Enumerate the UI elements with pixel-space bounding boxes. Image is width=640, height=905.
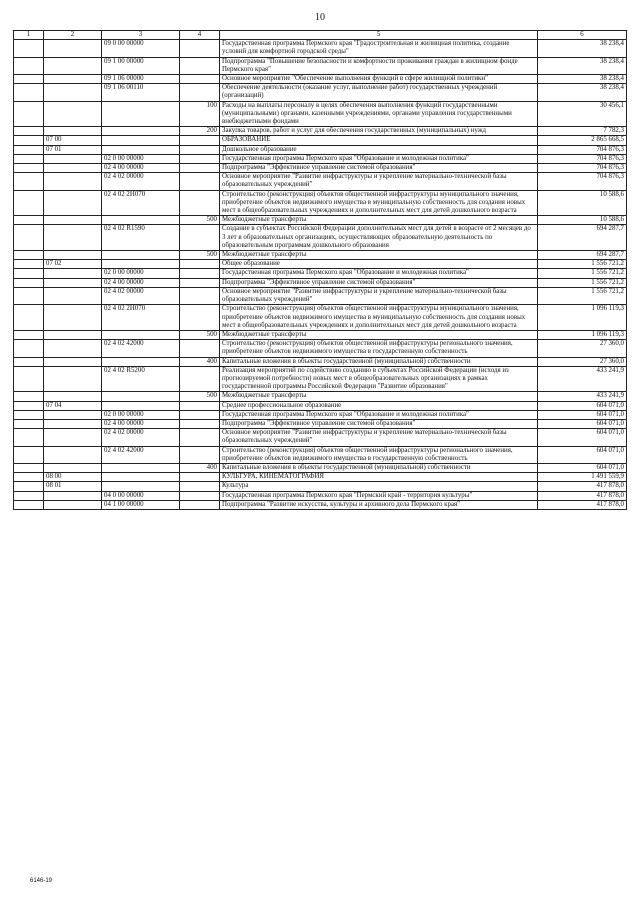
cell-section xyxy=(44,40,102,57)
cell-section xyxy=(44,101,102,127)
cell-section xyxy=(44,340,102,357)
cell-section xyxy=(44,127,102,136)
cell-amount: 694 287,7 xyxy=(538,251,627,260)
document-footer-code: 6146-19 xyxy=(30,878,53,884)
cell-target-article xyxy=(102,473,180,482)
cell-description: Государственная программа Пермского края "Образование и молодежная политика" xyxy=(220,410,538,419)
cell-section xyxy=(44,154,102,163)
cell-description: Подпрограмма "Развитие искусства, культуры и архивного дела Пермского края" xyxy=(220,500,538,509)
cell-section xyxy=(44,269,102,278)
cell-target-article: 02 4 02 00000 xyxy=(102,429,180,446)
cell-col1 xyxy=(14,84,44,101)
cell-target-article: 09 0 00 00000 xyxy=(102,40,180,57)
table-row xyxy=(14,40,627,57)
cell-target-article: 02 4 02 00000 xyxy=(102,287,180,304)
cell-target-article xyxy=(102,330,180,339)
cell-target-article xyxy=(102,101,180,127)
cell-expense-type xyxy=(180,190,220,216)
cell-col1 xyxy=(14,491,44,500)
cell-amount: 1 491 559,9 xyxy=(538,473,627,482)
cell-section xyxy=(44,225,102,251)
table-row xyxy=(14,225,627,251)
cell-amount: 604 071,0 xyxy=(538,410,627,419)
cell-expense-type xyxy=(180,482,220,491)
cell-col1 xyxy=(14,57,44,74)
cell-target-article: 04 1 00 00000 xyxy=(102,500,180,509)
cell-description: Культура xyxy=(220,482,538,491)
cell-section xyxy=(44,357,102,366)
cell-section xyxy=(44,84,102,101)
cell-col1 xyxy=(14,251,44,260)
cell-col1 xyxy=(14,305,44,331)
cell-expense-type: 500 xyxy=(180,392,220,401)
cell-section xyxy=(44,429,102,446)
cell-section: 07 04 xyxy=(44,401,102,410)
cell-target-article: 02 4 00 00000 xyxy=(102,278,180,287)
cell-expense-type: 400 xyxy=(180,463,220,472)
cell-col1 xyxy=(14,154,44,163)
table-row xyxy=(14,269,627,278)
cell-section xyxy=(44,446,102,463)
cell-amount: 38 238,4 xyxy=(538,57,627,74)
cell-col1 xyxy=(14,340,44,357)
table-row xyxy=(14,357,627,366)
cell-target-article: 02 4 02 2Н070 xyxy=(102,190,180,216)
cell-amount: 604 071,0 xyxy=(538,463,627,472)
cell-expense-type xyxy=(180,287,220,304)
cell-amount: 7 782,3 xyxy=(538,127,627,136)
cell-target-article xyxy=(102,401,180,410)
table-row xyxy=(14,410,627,419)
table-header-row xyxy=(14,31,627,40)
cell-section xyxy=(44,419,102,428)
cell-col1 xyxy=(14,500,44,509)
cell-target-article: 02 4 02 00000 xyxy=(102,173,180,190)
cell-section xyxy=(44,251,102,260)
cell-amount: 433 241,9 xyxy=(538,366,627,392)
cell-expense-type xyxy=(180,164,220,173)
cell-target-article: 02 4 00 00000 xyxy=(102,419,180,428)
cell-expense-type xyxy=(180,269,220,278)
cell-description: КУЛЬТУРА, КИНЕМАТОГРАФИЯ xyxy=(220,473,538,482)
cell-target-article xyxy=(102,145,180,154)
table-row xyxy=(14,173,627,190)
cell-section xyxy=(44,330,102,339)
cell-col1 xyxy=(14,446,44,463)
cell-expense-type xyxy=(180,410,220,419)
cell-section xyxy=(44,463,102,472)
cell-section xyxy=(44,392,102,401)
cell-description: Строительство (реконструкция) объектов общественной инфраструктуры муниципального значения, приобретение объектов недвижимого имущества в муниципальную собственность для создания новых мест в общеобразовательных учреждениях и дополнительных мест для детей дошкольного возраста xyxy=(220,190,538,216)
cell-amount: 604 071,0 xyxy=(538,446,627,463)
budget-table xyxy=(13,30,627,510)
cell-amount: 1 096 119,3 xyxy=(538,330,627,339)
cell-amount: 704 876,3 xyxy=(538,164,627,173)
cell-description: Реализация мероприятий по содействию созданию в субъектах Российской Федерации (исходя из прогнозируемой потребности) новых мест в общеобразовательных организациях в рамках государственной программы Российской Федерации "Развитие образования" xyxy=(220,366,538,392)
column-header-3: 3 xyxy=(102,31,180,40)
cell-description: Государственная программа Пермского края "Образование и молодежная политика" xyxy=(220,154,538,163)
cell-amount: 1 556 721,2 xyxy=(538,278,627,287)
cell-section xyxy=(44,75,102,84)
table-row xyxy=(14,305,627,331)
cell-expense-type xyxy=(180,154,220,163)
cell-target-article xyxy=(102,251,180,260)
cell-section: 07 00 xyxy=(44,136,102,145)
cell-expense-type xyxy=(180,40,220,57)
cell-amount: 694 287,7 xyxy=(538,225,627,251)
cell-target-article xyxy=(102,392,180,401)
cell-target-article xyxy=(102,357,180,366)
cell-col1 xyxy=(14,40,44,57)
cell-col1 xyxy=(14,136,44,145)
cell-col1 xyxy=(14,278,44,287)
cell-col1 xyxy=(14,190,44,216)
cell-section: 08 00 xyxy=(44,473,102,482)
table-row xyxy=(14,429,627,446)
cell-description: Межбюджетные трансферты xyxy=(220,392,538,401)
cell-section xyxy=(44,164,102,173)
table-row xyxy=(14,84,627,101)
table-row xyxy=(14,473,627,482)
cell-amount: 27 360,0 xyxy=(538,357,627,366)
cell-col1 xyxy=(14,366,44,392)
cell-target-article: 09 1 06 00000 xyxy=(102,75,180,84)
cell-expense-type xyxy=(180,75,220,84)
cell-description: Общее образование xyxy=(220,260,538,269)
table-row xyxy=(14,330,627,339)
cell-section xyxy=(44,287,102,304)
cell-target-article xyxy=(102,463,180,472)
cell-amount: 1 096 119,3 xyxy=(538,305,627,331)
cell-target-article xyxy=(102,482,180,491)
cell-expense-type xyxy=(180,145,220,154)
cell-amount: 1 556 721,2 xyxy=(538,269,627,278)
cell-expense-type xyxy=(180,419,220,428)
cell-description: ОБРАЗОВАНИЕ xyxy=(220,136,538,145)
table-row xyxy=(14,419,627,428)
table-row xyxy=(14,366,627,392)
cell-col1 xyxy=(14,357,44,366)
cell-section xyxy=(44,491,102,500)
cell-description: Расходы на выплаты персоналу в целях обеспечения выполнения функций государственными (муниципальными) органами, казенными учреждениями, органами управления государственными внебюджетными фондами xyxy=(220,101,538,127)
cell-target-article: 04 0 00 00000 xyxy=(102,491,180,500)
cell-description: Основное мероприятие "Обеспечение выполнения функций в сфере жилищной политики" xyxy=(220,75,538,84)
cell-col1 xyxy=(14,482,44,491)
cell-col1 xyxy=(14,287,44,304)
cell-amount: 704 876,3 xyxy=(538,173,627,190)
table-row xyxy=(14,392,627,401)
cell-expense-type xyxy=(180,491,220,500)
cell-section xyxy=(44,278,102,287)
page-number: 10 xyxy=(315,12,325,23)
cell-description: Подпрограмма "Эффективное управление системой образования" xyxy=(220,278,538,287)
cell-description: Строительство (реконструкция) объектов общественной инфраструктуры регионального значения, приобретение объектов недвижимого имущества в государственную собственность xyxy=(220,446,538,463)
cell-description: Среднее профессиональное образование xyxy=(220,401,538,410)
table-row xyxy=(14,446,627,463)
cell-expense-type xyxy=(180,429,220,446)
table-row xyxy=(14,260,627,269)
cell-expense-type: 500 xyxy=(180,330,220,339)
cell-col1 xyxy=(14,392,44,401)
cell-description: Межбюджетные трансферты xyxy=(220,330,538,339)
cell-target-article: 02 4 00 00000 xyxy=(102,164,180,173)
cell-expense-type xyxy=(180,340,220,357)
table-row xyxy=(14,500,627,509)
cell-description: Подпрограмма "Повышение безопасности и комфортности проживания граждан в жилищном фонде Пермского края" xyxy=(220,57,538,74)
cell-section: 07 01 xyxy=(44,145,102,154)
table-row xyxy=(14,216,627,225)
table-row xyxy=(14,401,627,410)
cell-target-article: 02 4 02 42000 xyxy=(102,446,180,463)
cell-description: Капитальные вложения в объекты государственной (муниципальной) собственности xyxy=(220,463,538,472)
cell-amount: 417 878,0 xyxy=(538,482,627,491)
cell-target-article: 09 1 00 00000 xyxy=(102,57,180,74)
cell-section: 08 01 xyxy=(44,482,102,491)
table-body xyxy=(14,40,627,510)
cell-expense-type xyxy=(180,500,220,509)
cell-description: Государственная программа Пермского края "Пермский край - территория культуры" xyxy=(220,491,538,500)
cell-expense-type xyxy=(180,225,220,251)
table-row xyxy=(14,164,627,173)
cell-description: Основное мероприятие "Развитие инфраструктуры и укрепление материально-технической базы образовательных учреждений" xyxy=(220,429,538,446)
cell-expense-type xyxy=(180,473,220,482)
cell-expense-type: 400 xyxy=(180,357,220,366)
cell-col1 xyxy=(14,410,44,419)
cell-amount: 1 556 721,2 xyxy=(538,260,627,269)
cell-target-article xyxy=(102,260,180,269)
cell-expense-type: 500 xyxy=(180,216,220,225)
cell-amount: 38 238,4 xyxy=(538,75,627,84)
cell-section xyxy=(44,500,102,509)
table-row xyxy=(14,491,627,500)
cell-amount: 704 876,3 xyxy=(538,154,627,163)
cell-expense-type xyxy=(180,57,220,74)
table-row xyxy=(14,57,627,74)
cell-col1 xyxy=(14,429,44,446)
cell-col1 xyxy=(14,101,44,127)
column-header-4: 4 xyxy=(180,31,220,40)
cell-section: 07 02 xyxy=(44,260,102,269)
table-row xyxy=(14,75,627,84)
column-header-6: 6 xyxy=(538,31,627,40)
cell-target-article: 02 0 00 00000 xyxy=(102,269,180,278)
cell-col1 xyxy=(14,145,44,154)
cell-expense-type xyxy=(180,366,220,392)
cell-description: Государственная программа Пермского края "Градостроительная и жилищная политика, создание условий для комфортной городской среды" xyxy=(220,40,538,57)
cell-expense-type: 200 xyxy=(180,127,220,136)
cell-amount: 38 238,4 xyxy=(538,84,627,101)
cell-expense-type xyxy=(180,305,220,331)
cell-col1 xyxy=(14,127,44,136)
cell-amount: 30 456,1 xyxy=(538,101,627,127)
cell-col1 xyxy=(14,216,44,225)
cell-col1 xyxy=(14,173,44,190)
cell-amount: 10 588,6 xyxy=(538,190,627,216)
cell-description: Межбюджетные трансферты xyxy=(220,216,538,225)
cell-amount: 10 588,6 xyxy=(538,216,627,225)
cell-expense-type xyxy=(180,260,220,269)
cell-description: Межбюджетные трансферты xyxy=(220,251,538,260)
cell-col1 xyxy=(14,473,44,482)
cell-expense-type xyxy=(180,278,220,287)
cell-description: Строительство (реконструкция) объектов общественной инфраструктуры регионального значения, приобретение объектов недвижимого имущества в государственную собственность xyxy=(220,340,538,357)
cell-col1 xyxy=(14,463,44,472)
cell-description: Обеспечение деятельности (оказание услуг, выполнение работ) государственных учреждений (организаций) xyxy=(220,84,538,101)
cell-section xyxy=(44,190,102,216)
cell-col1 xyxy=(14,419,44,428)
cell-amount: 417 878,0 xyxy=(538,500,627,509)
table-row xyxy=(14,463,627,472)
cell-description: Подпрограмма "Эффективное управление системой образования" xyxy=(220,164,538,173)
cell-expense-type xyxy=(180,446,220,463)
cell-col1 xyxy=(14,330,44,339)
cell-target-article: 02 4 02 R1590 xyxy=(102,225,180,251)
cell-expense-type: 500 xyxy=(180,251,220,260)
table-row xyxy=(14,127,627,136)
cell-col1 xyxy=(14,401,44,410)
cell-target-article: 02 4 02 42000 xyxy=(102,340,180,357)
cell-description: Дошкольное образование xyxy=(220,145,538,154)
cell-amount: 27 360,0 xyxy=(538,340,627,357)
table-row xyxy=(14,154,627,163)
cell-description: Капитальные вложения в объекты государственной (муниципальной) собственности xyxy=(220,357,538,366)
cell-expense-type xyxy=(180,401,220,410)
table-row xyxy=(14,251,627,260)
cell-amount: 417 878,0 xyxy=(538,491,627,500)
cell-description: Государственная программа Пермского края "Образование и молодежная политика" xyxy=(220,269,538,278)
table-row xyxy=(14,278,627,287)
cell-target-article: 02 0 00 00000 xyxy=(102,410,180,419)
cell-target-article: 02 4 02 R5200 xyxy=(102,366,180,392)
cell-col1 xyxy=(14,225,44,251)
cell-amount: 2 865 668,5 xyxy=(538,136,627,145)
cell-expense-type xyxy=(180,173,220,190)
cell-target-article xyxy=(102,127,180,136)
cell-target-article: 02 0 00 00000 xyxy=(102,154,180,163)
cell-section xyxy=(44,173,102,190)
cell-target-article xyxy=(102,136,180,145)
cell-amount: 704 876,3 xyxy=(538,145,627,154)
cell-section xyxy=(44,305,102,331)
table-row xyxy=(14,101,627,127)
cell-amount: 1 556 721,2 xyxy=(538,287,627,304)
cell-expense-type: 100 xyxy=(180,101,220,127)
table-row xyxy=(14,145,627,154)
cell-section xyxy=(44,366,102,392)
cell-target-article: 02 4 02 2Н070 xyxy=(102,305,180,331)
cell-section xyxy=(44,216,102,225)
table-row xyxy=(14,190,627,216)
cell-description: Закупка товаров, работ и услуг для обеспечения государственных (муниципальных) нужд xyxy=(220,127,538,136)
cell-description: Основное мероприятие "Развитие инфраструктуры и укрепление материально-технической базы образовательных учреждений" xyxy=(220,173,538,190)
cell-expense-type xyxy=(180,136,220,145)
cell-amount: 433 241,9 xyxy=(538,392,627,401)
cell-amount: 604 071,0 xyxy=(538,429,627,446)
table-row xyxy=(14,287,627,304)
cell-amount: 38 238,4 xyxy=(538,40,627,57)
column-header-1: 1 xyxy=(14,31,44,40)
cell-description: Подпрограмма "Эффективное управление системой образования" xyxy=(220,419,538,428)
cell-col1 xyxy=(14,260,44,269)
cell-description: Строительство (реконструкция) объектов общественной инфраструктуры муниципального значения, приобретение объектов недвижимого имущества в муниципальную собственность для создания новых мест в общеобразовательных учреждениях и дополнительных мест для детей дошкольного возраста xyxy=(220,305,538,331)
cell-amount: 604 071,0 xyxy=(538,401,627,410)
cell-col1 xyxy=(14,164,44,173)
cell-col1 xyxy=(14,75,44,84)
table-row xyxy=(14,340,627,357)
cell-description: Создание в субъектах Российской Федерации дополнительных мест для детей в возрасте от 2 месяцев до 3 лет в образовательных организациях, осуществляющих образовательную деятельность по образовательным программам дошкольного образования xyxy=(220,225,538,251)
column-header-5: 5 xyxy=(220,31,538,40)
table-row xyxy=(14,136,627,145)
column-header-2: 2 xyxy=(44,31,102,40)
cell-expense-type xyxy=(180,84,220,101)
cell-section xyxy=(44,410,102,419)
cell-target-article xyxy=(102,216,180,225)
cell-amount: 604 071,0 xyxy=(538,419,627,428)
table-row xyxy=(14,482,627,491)
cell-description: Основное мероприятие "Развитие инфраструктуры и укрепление материально-технической базы образовательных учреждений" xyxy=(220,287,538,304)
cell-target-article: 09 1 06 00110 xyxy=(102,84,180,101)
cell-col1 xyxy=(14,269,44,278)
cell-section xyxy=(44,57,102,74)
